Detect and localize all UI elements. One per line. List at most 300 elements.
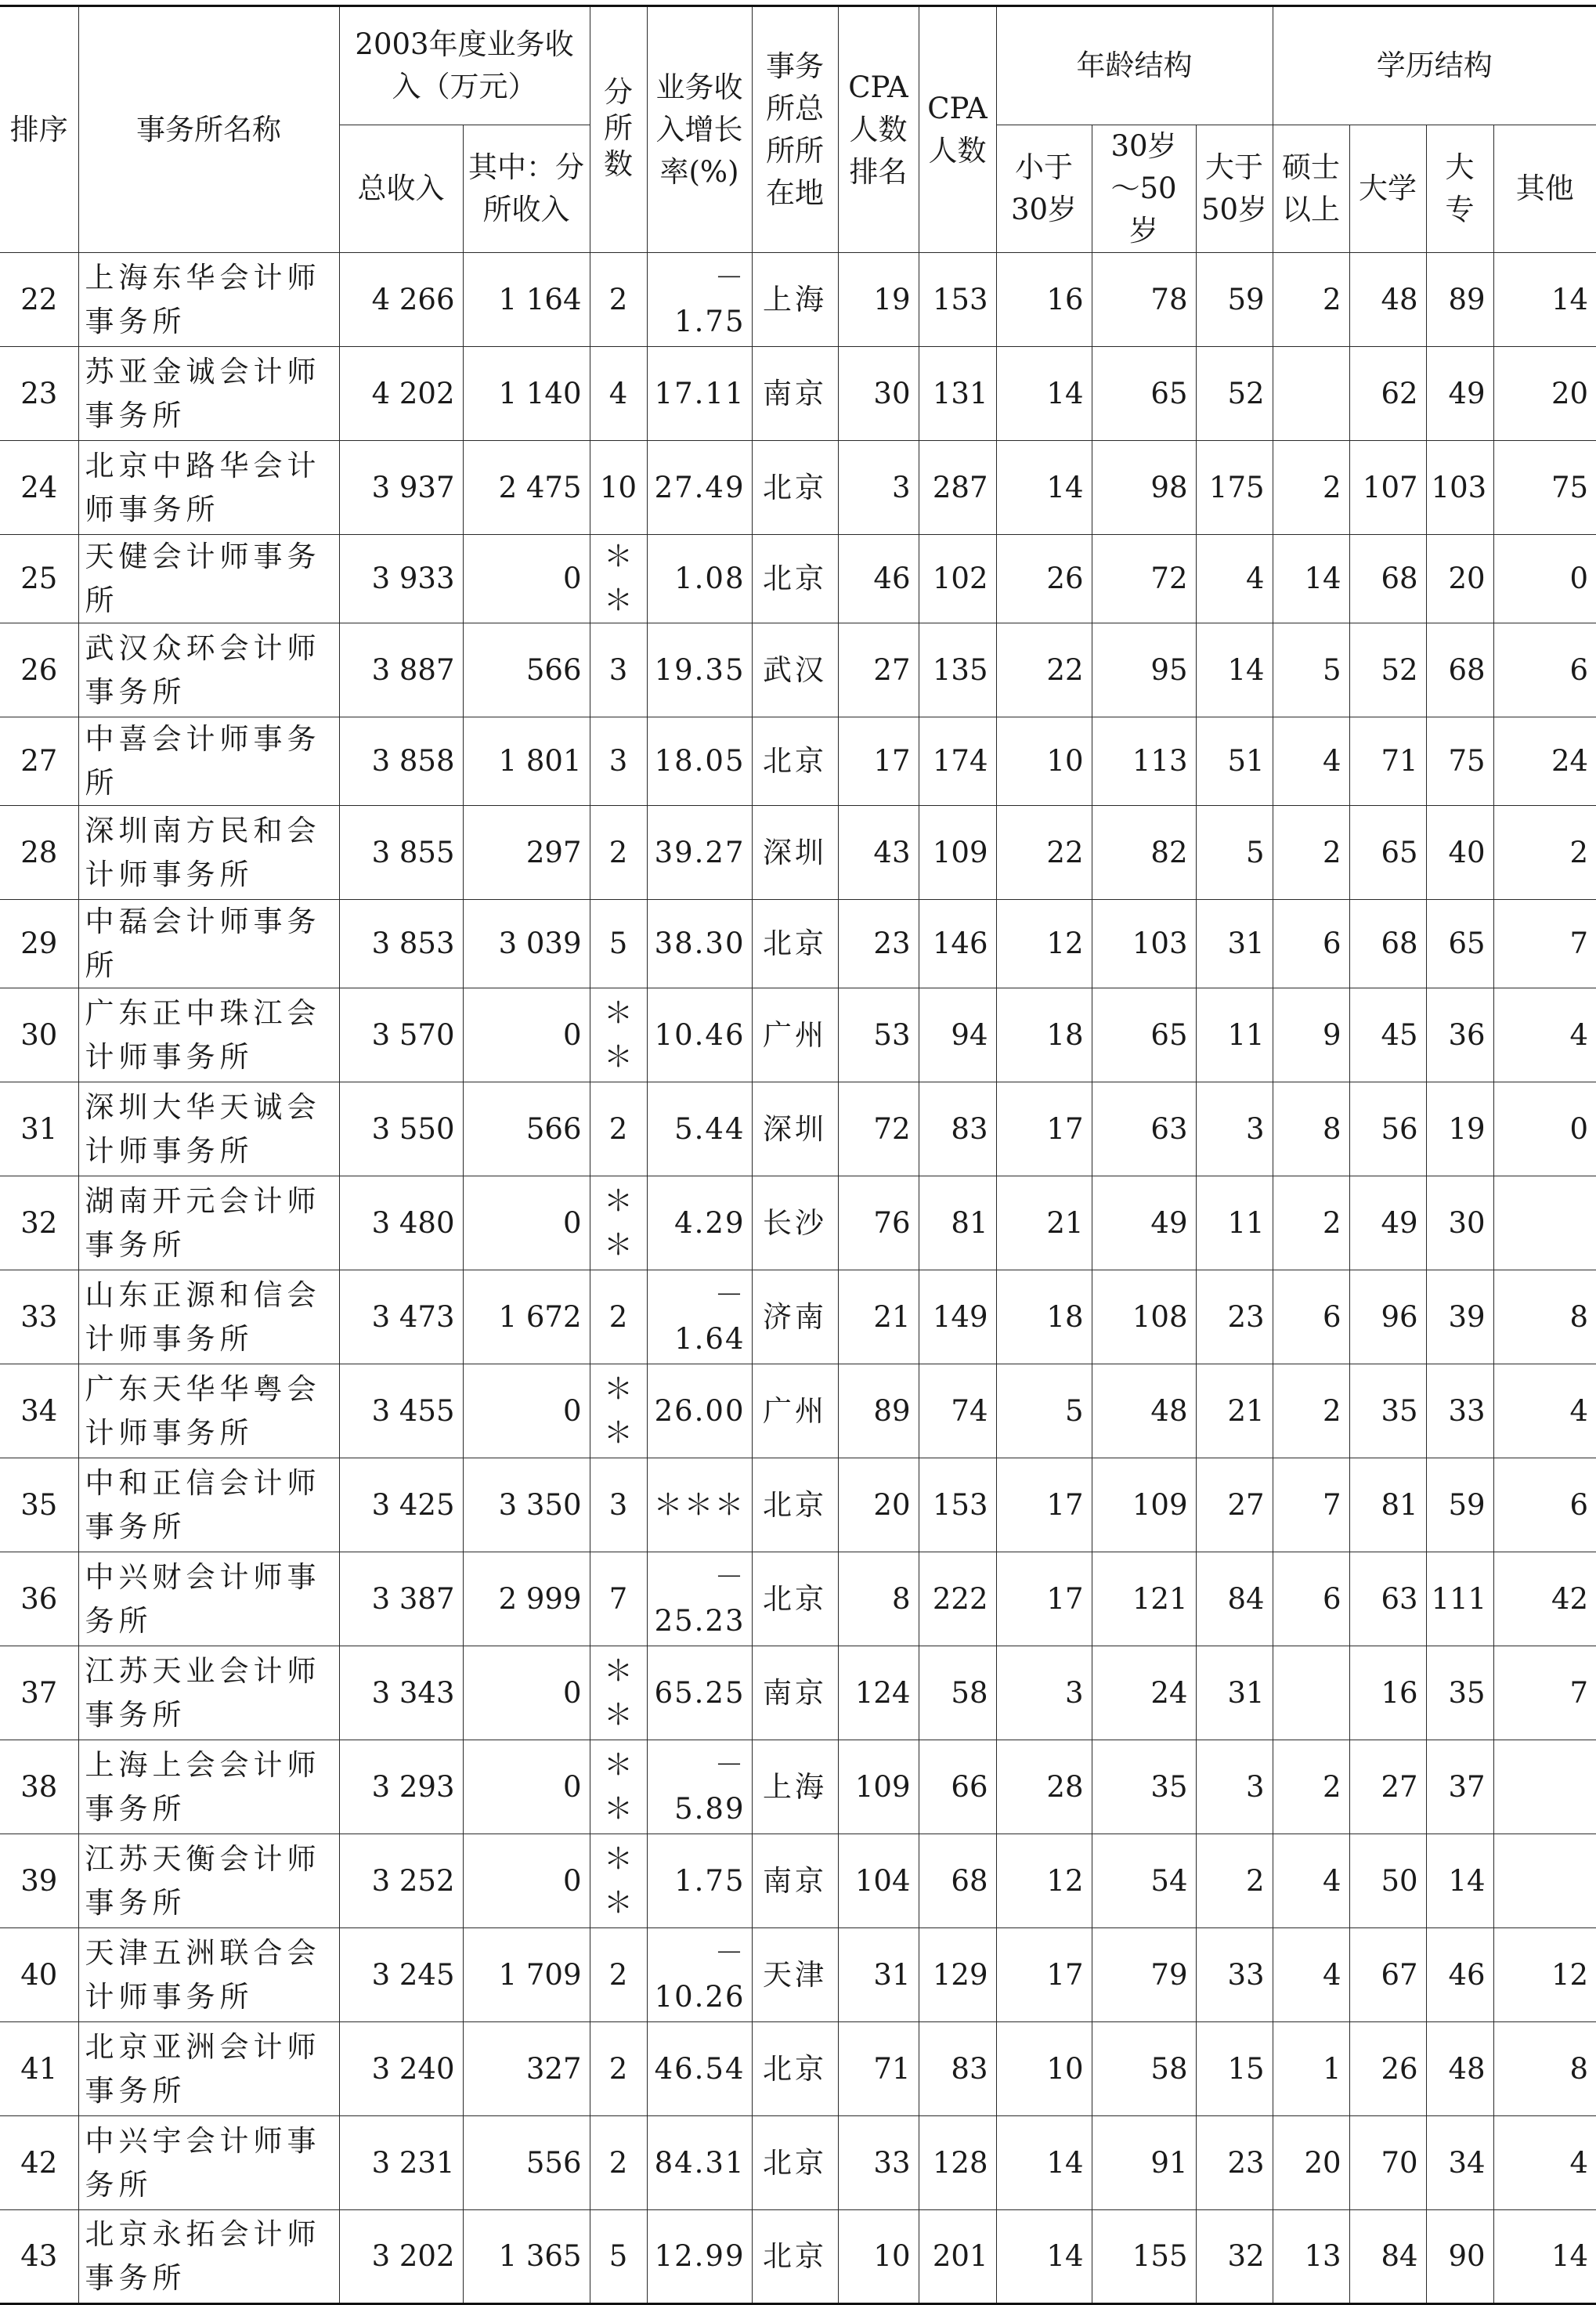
cell-e3: 111 <box>1426 1552 1493 1646</box>
cell-cpa: 58 <box>919 1646 996 1740</box>
cell-e4: 8 <box>1493 2022 1596 2116</box>
cell-name: 中兴宇会计师事务所 <box>78 2116 339 2210</box>
cell-cpa-rank: 76 <box>838 1176 919 1270</box>
cell-a3: 11 <box>1196 988 1273 1082</box>
cell-cpa-rank: 19 <box>838 253 919 347</box>
cell-a1: 22 <box>996 623 1092 717</box>
cell-branch: 566 <box>463 1082 590 1176</box>
table-row <box>0 253 1596 347</box>
cell-e1: 20 <box>1273 2116 1349 2210</box>
cell-e1: 2 <box>1273 253 1349 347</box>
cell-total: 3 858 <box>339 717 463 806</box>
cell-e3: 90 <box>1426 2210 1493 2304</box>
cell-e4: 7 <box>1493 900 1596 988</box>
cell-a1: 21 <box>996 1176 1092 1270</box>
cell-e1: 2 <box>1273 1740 1349 1834</box>
cell-a3: 21 <box>1196 1364 1273 1458</box>
table-row <box>0 1646 1596 1740</box>
cell-city: 北京 <box>752 441 838 535</box>
cell-cpa-rank: 23 <box>838 900 919 988</box>
header-firm-name: 事务所名称 <box>78 6 339 253</box>
cell-a2: 58 <box>1092 2022 1196 2116</box>
cell-cpa-rank: 21 <box>838 1270 919 1364</box>
cell-a1: 14 <box>996 2210 1092 2304</box>
cell-growth: 1.75 <box>647 1834 752 1928</box>
cell-a3: 14 <box>1196 623 1273 717</box>
cell-e2: 65 <box>1349 806 1426 900</box>
cell-a3: 31 <box>1196 900 1273 988</box>
cell-rank: 39 <box>0 1834 78 1928</box>
cell-e4: 42 <box>1493 1552 1596 1646</box>
cell-a2: 95 <box>1092 623 1196 717</box>
header-cpa-rank: CPA人数排名 <box>838 6 919 253</box>
cell-a2: 65 <box>1092 347 1196 441</box>
cell-city: 济南 <box>752 1270 838 1364</box>
cell-name: 中和正信会计师事务所 <box>78 1458 339 1552</box>
cell-cpa: 287 <box>919 441 996 535</box>
header-edu-group: 学历结构 <box>1273 6 1596 125</box>
cell-branches: 7 <box>590 1552 647 1646</box>
cell-total: 3 480 <box>339 1176 463 1270</box>
cell-a1: 3 <box>996 1646 1092 1740</box>
cell-a1: 14 <box>996 441 1092 535</box>
cell-e1: 4 <box>1273 1834 1349 1928</box>
table-row <box>0 806 1596 900</box>
cell-growth: 18.05 <box>647 717 752 806</box>
cell-a3: 175 <box>1196 441 1273 535</box>
cell-branch: 0 <box>463 1740 590 1834</box>
cell-a1: 5 <box>996 1364 1092 1458</box>
cell-branch: 566 <box>463 623 590 717</box>
table-row <box>0 717 1596 806</box>
cell-e1: 14 <box>1273 535 1349 623</box>
cell-total: 3 293 <box>339 1740 463 1834</box>
cell-city: 上海 <box>752 253 838 347</box>
cell-e1: 1 <box>1273 2022 1349 2116</box>
cell-e3: 33 <box>1426 1364 1493 1458</box>
cell-name: 北京永拓会计师事务所 <box>78 2210 339 2304</box>
cell-e3: 19 <box>1426 1082 1493 1176</box>
cell-name: 苏亚金诚会计师事务所 <box>78 347 339 441</box>
cell-e1: 2 <box>1273 1176 1349 1270</box>
table-row <box>0 988 1596 1082</box>
cell-total: 3 343 <box>339 1646 463 1740</box>
table-header <box>0 6 1596 253</box>
header-age-group: 年龄结构 <box>996 6 1273 125</box>
cell-branches: 10 <box>590 441 647 535</box>
cell-a2: 54 <box>1092 1834 1196 1928</box>
cell-a1: 18 <box>996 988 1092 1082</box>
table-row <box>0 1740 1596 1834</box>
cell-a3: 3 <box>1196 1740 1273 1834</box>
cell-cpa: 153 <box>919 253 996 347</box>
cell-name: 北京中路华会计师事务所 <box>78 441 339 535</box>
cell-e1: 5 <box>1273 623 1349 717</box>
cell-e3: 46 <box>1426 1928 1493 2022</box>
header-age-under30: 小于30岁 <box>996 125 1092 253</box>
cell-e1: 6 <box>1273 1270 1349 1364</box>
cell-a2: 63 <box>1092 1082 1196 1176</box>
header-edu-master: 硕士以上 <box>1273 125 1349 253</box>
cell-branches: 2 <box>590 253 647 347</box>
cell-branch: 556 <box>463 2116 590 2210</box>
cell-growth: 12.99 <box>647 2210 752 2304</box>
cell-name: 山东正源和信会计师事务所 <box>78 1270 339 1364</box>
cell-name: 上海东华会计师事务所 <box>78 253 339 347</box>
cell-e2: 62 <box>1349 347 1426 441</box>
cell-a3: 11 <box>1196 1176 1273 1270</box>
cell-branches: 2 <box>590 2116 647 2210</box>
table-row <box>0 900 1596 988</box>
cell-e4: 6 <box>1493 623 1596 717</box>
cell-a3: 27 <box>1196 1458 1273 1552</box>
cell-e4: 4 <box>1493 988 1596 1082</box>
cell-a1: 28 <box>996 1740 1092 1834</box>
header-growth-rate: 业务收入增长率(%) <box>647 6 752 253</box>
cell-a1: 17 <box>996 1928 1092 2022</box>
cell-cpa: 109 <box>919 806 996 900</box>
header-edu-other: 其他 <box>1493 125 1596 253</box>
table-body <box>0 253 1596 2304</box>
cell-cpa-rank: 43 <box>838 806 919 900</box>
cell-e4: 0 <box>1493 535 1596 623</box>
cell-a3: 5 <box>1196 806 1273 900</box>
cell-branch: 2 475 <box>463 441 590 535</box>
cell-branches: ＊＊ <box>590 988 647 1082</box>
cell-name: 广东正中珠江会计师事务所 <box>78 988 339 1082</box>
cell-e2: 45 <box>1349 988 1426 1082</box>
cell-a1: 16 <box>996 253 1092 347</box>
cell-e3: 35 <box>1426 1646 1493 1740</box>
cell-city: 北京 <box>752 900 838 988</box>
cell-total: 3 933 <box>339 535 463 623</box>
cell-growth: 4.29 <box>647 1176 752 1270</box>
cell-rank: 24 <box>0 441 78 535</box>
cell-rank: 27 <box>0 717 78 806</box>
cell-branch: 1 801 <box>463 717 590 806</box>
cell-a3: 2 <box>1196 1834 1273 1928</box>
cell-branches: ＊＊ <box>590 1364 647 1458</box>
cell-rank: 43 <box>0 2210 78 2304</box>
table-row <box>0 535 1596 623</box>
cell-branches: 3 <box>590 717 647 806</box>
cell-a3: 59 <box>1196 253 1273 347</box>
cell-branches: 5 <box>590 900 647 988</box>
cell-a2: 108 <box>1092 1270 1196 1364</box>
header-age-over50: 大于50岁 <box>1196 125 1273 253</box>
cell-branches: 2 <box>590 1928 647 2022</box>
cell-e2: 81 <box>1349 1458 1426 1552</box>
cell-city: 北京 <box>752 1552 838 1646</box>
cell-growth: 46.54 <box>647 2022 752 2116</box>
cell-e3: 48 <box>1426 2022 1493 2116</box>
table-row <box>0 1552 1596 1646</box>
cell-rank: 34 <box>0 1364 78 1458</box>
cell-cpa: 81 <box>919 1176 996 1270</box>
cell-cpa: 149 <box>919 1270 996 1364</box>
cell-e3: 34 <box>1426 2116 1493 2210</box>
cell-growth: 19.35 <box>647 623 752 717</box>
cell-branch: 297 <box>463 806 590 900</box>
cell-cpa-rank: 72 <box>838 1082 919 1176</box>
cell-e1: 7 <box>1273 1458 1349 1552</box>
cell-e4: 4 <box>1493 1364 1596 1458</box>
cell-growth: 1.08 <box>647 535 752 623</box>
cell-a1: 17 <box>996 1552 1092 1646</box>
cell-e4: 14 <box>1493 2210 1596 2304</box>
cell-cpa: 128 <box>919 2116 996 2210</box>
cell-rank: 23 <box>0 347 78 441</box>
cell-total: 4 266 <box>339 253 463 347</box>
cell-a3: 51 <box>1196 717 1273 806</box>
cell-cpa: 102 <box>919 535 996 623</box>
cell-name: 江苏天衡会计师事务所 <box>78 1834 339 1928</box>
cell-e3: 14 <box>1426 1834 1493 1928</box>
cell-a2: 121 <box>1092 1552 1196 1646</box>
header-edu-college: 大专 <box>1426 125 1493 253</box>
cell-name: 天健会计师事务所 <box>78 535 339 623</box>
cell-total: 3 550 <box>339 1082 463 1176</box>
header-branch-revenue: 其中：分所收入 <box>463 125 590 253</box>
cell-total: 3 252 <box>339 1834 463 1928</box>
cell-a1: 12 <box>996 900 1092 988</box>
cell-rank: 40 <box>0 1928 78 2022</box>
cell-cpa: 201 <box>919 2210 996 2304</box>
cell-cpa-rank: 33 <box>838 2116 919 2210</box>
cell-e1: 4 <box>1273 1928 1349 2022</box>
cell-city: 北京 <box>752 2116 838 2210</box>
cell-branch: 1 365 <box>463 2210 590 2304</box>
cell-e3: 89 <box>1426 253 1493 347</box>
table-row <box>0 1082 1596 1176</box>
cell-a2: 103 <box>1092 900 1196 988</box>
cell-branches: ＊＊ <box>590 1176 647 1270</box>
cell-rank: 31 <box>0 1082 78 1176</box>
cell-e3: 20 <box>1426 535 1493 623</box>
cell-rank: 32 <box>0 1176 78 1270</box>
cell-a2: 72 <box>1092 535 1196 623</box>
cell-branches: ＊＊ <box>590 1740 647 1834</box>
cell-branch: 0 <box>463 988 590 1082</box>
cell-a2: 98 <box>1092 441 1196 535</box>
cell-total: 3 245 <box>339 1928 463 2022</box>
header-edu-bachelor: 大学 <box>1349 125 1426 253</box>
cell-growth: 10.46 <box>647 988 752 1082</box>
cell-e1: 2 <box>1273 441 1349 535</box>
cell-name: 上海上会会计师事务所 <box>78 1740 339 1834</box>
cell-a2: 78 <box>1092 253 1196 347</box>
cell-city: 北京 <box>752 1458 838 1552</box>
cell-e4: 0 <box>1493 1082 1596 1176</box>
cell-a2: 79 <box>1092 1928 1196 2022</box>
cell-cpa-rank: 30 <box>838 347 919 441</box>
cell-growth: －10.26 <box>647 1928 752 2022</box>
cell-e1: 9 <box>1273 988 1349 1082</box>
cell-total: 3 231 <box>339 2116 463 2210</box>
cell-a2: 24 <box>1092 1646 1196 1740</box>
cell-cpa-rank: 8 <box>838 1552 919 1646</box>
cell-growth: 5.44 <box>647 1082 752 1176</box>
cell-branch: 3 039 <box>463 900 590 988</box>
cell-e1: 6 <box>1273 900 1349 988</box>
cell-cpa: 131 <box>919 347 996 441</box>
cell-a1: 18 <box>996 1270 1092 1364</box>
cell-cpa: 135 <box>919 623 996 717</box>
cell-name: 中喜会计师事务所 <box>78 717 339 806</box>
cell-branch: 1 672 <box>463 1270 590 1364</box>
cell-cpa: 94 <box>919 988 996 1082</box>
cell-cpa: 146 <box>919 900 996 988</box>
cell-e3: 37 <box>1426 1740 1493 1834</box>
cell-a2: 49 <box>1092 1176 1196 1270</box>
cell-e3: 39 <box>1426 1270 1493 1364</box>
cell-name: 北京亚洲会计师事务所 <box>78 2022 339 2116</box>
cell-a3: 23 <box>1196 2116 1273 2210</box>
cell-branch: 0 <box>463 1646 590 1740</box>
cell-a1: 17 <box>996 1458 1092 1552</box>
cell-cpa: 74 <box>919 1364 996 1458</box>
cell-e2: 56 <box>1349 1082 1426 1176</box>
cell-city: 北京 <box>752 2022 838 2116</box>
cell-growth: 27.49 <box>647 441 752 535</box>
table-row <box>0 623 1596 717</box>
cell-branch: 1 140 <box>463 347 590 441</box>
cell-cpa: 83 <box>919 2022 996 2116</box>
cell-a2: 35 <box>1092 1740 1196 1834</box>
cell-e4: 2 <box>1493 806 1596 900</box>
cell-e1 <box>1273 1646 1349 1740</box>
cell-e2: 67 <box>1349 1928 1426 2022</box>
table-row <box>0 1176 1596 1270</box>
accounting-firms-table <box>0 5 1596 2305</box>
cell-e2: 71 <box>1349 717 1426 806</box>
cell-a3: 15 <box>1196 2022 1273 2116</box>
table-row <box>0 1928 1596 2022</box>
cell-city: 深圳 <box>752 806 838 900</box>
cell-e2: 35 <box>1349 1364 1426 1458</box>
cell-e2: 50 <box>1349 1834 1426 1928</box>
cell-rank: 41 <box>0 2022 78 2116</box>
cell-branches: ＊＊ <box>590 1834 647 1928</box>
cell-e2: 70 <box>1349 2116 1426 2210</box>
cell-branches: 3 <box>590 623 647 717</box>
cell-e2: 84 <box>1349 2210 1426 2304</box>
header-total-revenue: 总收入 <box>339 125 463 253</box>
cell-rank: 29 <box>0 900 78 988</box>
table-row <box>0 2022 1596 2116</box>
header-revenue-group: 2003年度业务收入（万元） <box>339 6 590 125</box>
cell-cpa-rank: 71 <box>838 2022 919 2116</box>
cell-city: 广州 <box>752 988 838 1082</box>
cell-e4 <box>1493 1740 1596 1834</box>
cell-total: 3 387 <box>339 1552 463 1646</box>
cell-city: 北京 <box>752 717 838 806</box>
table-row <box>0 2210 1596 2304</box>
cell-branch: 3 350 <box>463 1458 590 1552</box>
cell-e3: 36 <box>1426 988 1493 1082</box>
cell-e4: 75 <box>1493 441 1596 535</box>
cell-cpa-rank: 104 <box>838 1834 919 1928</box>
cell-growth: －1.75 <box>647 253 752 347</box>
cell-growth: 17.11 <box>647 347 752 441</box>
cell-a2: 109 <box>1092 1458 1196 1552</box>
cell-e1: 13 <box>1273 2210 1349 2304</box>
cell-a1: 26 <box>996 535 1092 623</box>
table-row <box>0 2116 1596 2210</box>
cell-rank: 30 <box>0 988 78 1082</box>
table-row <box>0 1270 1596 1364</box>
cell-e1: 2 <box>1273 1364 1349 1458</box>
cell-rank: 38 <box>0 1740 78 1834</box>
cell-rank: 33 <box>0 1270 78 1364</box>
cell-cpa-rank: 10 <box>838 2210 919 2304</box>
cell-e3: 75 <box>1426 717 1493 806</box>
cell-city: 广州 <box>752 1364 838 1458</box>
cell-cpa: 153 <box>919 1458 996 1552</box>
cell-e2: 16 <box>1349 1646 1426 1740</box>
cell-cpa: 222 <box>919 1552 996 1646</box>
cell-branches: 3 <box>590 1458 647 1552</box>
cell-e4: 14 <box>1493 253 1596 347</box>
cell-total: 3 853 <box>339 900 463 988</box>
cell-cpa-rank: 31 <box>838 1928 919 2022</box>
cell-e3: 30 <box>1426 1176 1493 1270</box>
table-row <box>0 1458 1596 1552</box>
cell-rank: 35 <box>0 1458 78 1552</box>
cell-e2: 63 <box>1349 1552 1426 1646</box>
header-branch-count <box>590 6 647 253</box>
cell-a2: 65 <box>1092 988 1196 1082</box>
cell-total: 3 455 <box>339 1364 463 1458</box>
header-hq-location: 事务所总所所在地 <box>752 6 838 253</box>
cell-e4: 7 <box>1493 1646 1596 1740</box>
cell-branch: 2 999 <box>463 1552 590 1646</box>
cell-name: 中兴财会计师事务所 <box>78 1552 339 1646</box>
cell-growth: －1.64 <box>647 1270 752 1364</box>
cell-e3: 59 <box>1426 1458 1493 1552</box>
cell-rank: 22 <box>0 253 78 347</box>
cell-name: 武汉众环会计师事务所 <box>78 623 339 717</box>
cell-branches: 4 <box>590 347 647 441</box>
cell-branch: 0 <box>463 1176 590 1270</box>
cell-total: 3 473 <box>339 1270 463 1364</box>
cell-cpa-rank: 17 <box>838 717 919 806</box>
cell-city: 南京 <box>752 1646 838 1740</box>
table-row <box>0 347 1596 441</box>
cell-city: 南京 <box>752 347 838 441</box>
cell-e2: 107 <box>1349 441 1426 535</box>
cell-growth: 84.31 <box>647 2116 752 2210</box>
header-age-30-50: 30岁～50岁 <box>1092 125 1196 253</box>
cell-a2: 48 <box>1092 1364 1196 1458</box>
cell-total: 4 202 <box>339 347 463 441</box>
cell-growth: 65.25 <box>647 1646 752 1740</box>
cell-growth: －5.89 <box>647 1740 752 1834</box>
cell-a1: 14 <box>996 347 1092 441</box>
cell-e4: 20 <box>1493 347 1596 441</box>
cell-name: 天津五洲联合会计师事务所 <box>78 1928 339 2022</box>
table-row <box>0 1834 1596 1928</box>
cell-e4: 12 <box>1493 1928 1596 2022</box>
cell-a3: 31 <box>1196 1646 1273 1740</box>
cell-city: 武汉 <box>752 623 838 717</box>
cell-growth: 38.30 <box>647 900 752 988</box>
cell-branches: 5 <box>590 2210 647 2304</box>
cell-city: 南京 <box>752 1834 838 1928</box>
cell-e4: 6 <box>1493 1458 1596 1552</box>
cell-rank: 25 <box>0 535 78 623</box>
cell-rank: 36 <box>0 1552 78 1646</box>
